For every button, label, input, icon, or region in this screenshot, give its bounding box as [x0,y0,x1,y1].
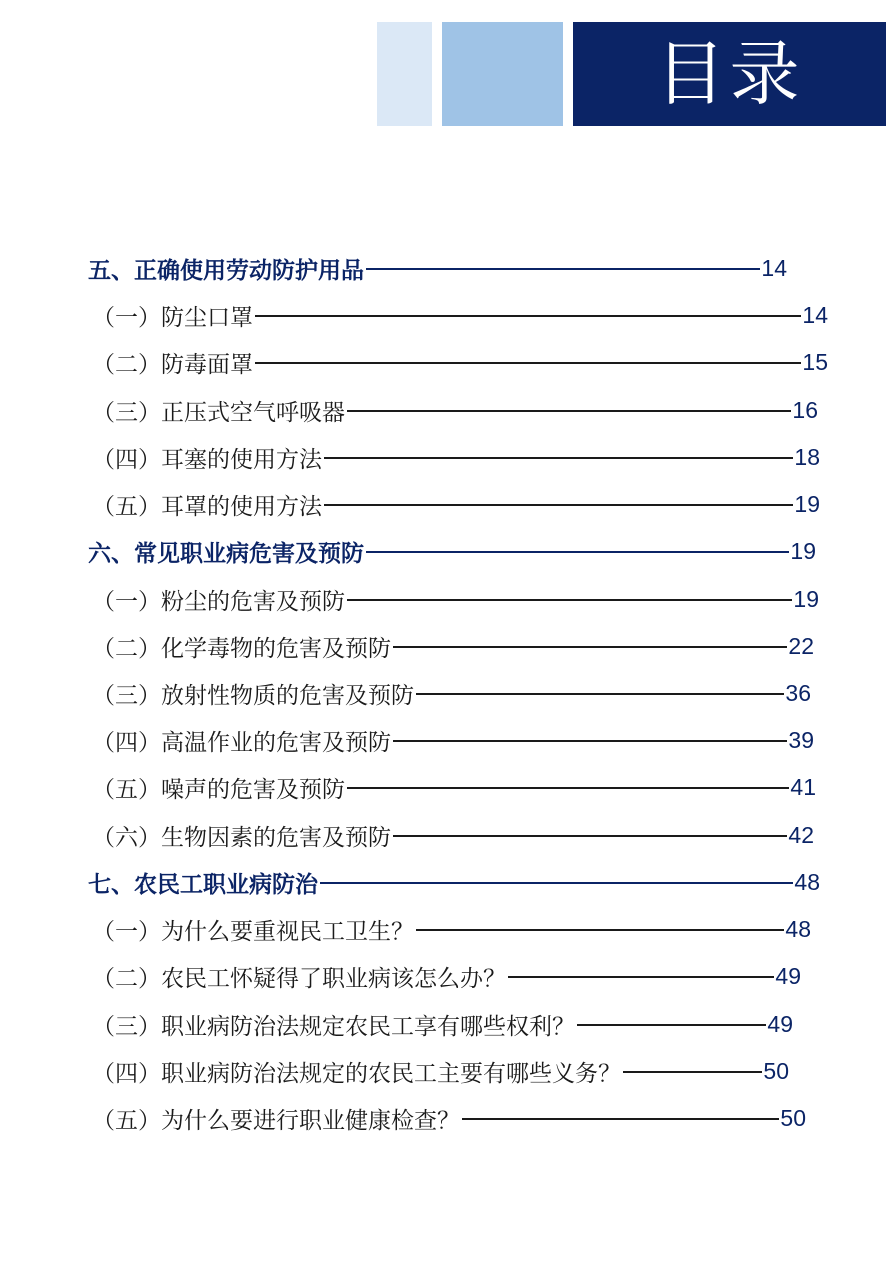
toc-entry[interactable] [92,1004,793,1044]
toc-page-number: 19 [794,490,820,517]
toc-section-5[interactable] [88,248,787,288]
toc-entry[interactable] [92,956,801,996]
toc-entry[interactable] [92,720,814,760]
toc-page-number: 15 [802,348,828,375]
toc-leader-line [508,976,774,978]
toc-leader-line [623,1071,762,1073]
toc-entry-label: （四）高温作业的危害及预防 [92,729,391,756]
toc-entry-label: （二）防毒面罩 [92,351,253,378]
toc-leader-line [347,599,792,601]
toc-page-number: 42 [788,821,814,848]
toc-leader-line [320,882,793,884]
toc-page-number: 48 [785,915,811,942]
toc-entry-label: （二）化学毒物的危害及预防 [92,635,391,662]
toc-entry-label: （四）职业病防治法规定的农民工主要有哪些义务？ [92,1060,621,1087]
toc-entry[interactable] [92,1051,789,1091]
toc-page-number: 16 [792,396,818,423]
toc-entry[interactable] [92,815,814,855]
toc-entry[interactable] [92,342,828,382]
toc-entry-label: （四）耳塞的使用方法 [92,446,322,473]
toc-page-number: 39 [788,726,814,753]
toc-page-number: 14 [802,301,828,328]
toc-entry[interactable] [92,437,820,477]
toc-section-6[interactable] [88,531,816,571]
toc-leader-line [366,268,760,270]
toc-entry-label: （五）耳罩的使用方法 [92,493,322,520]
toc-entry-label: （三）放射性物质的危害及预防 [92,682,414,709]
toc-leader-line [393,835,787,837]
toc-entry-label: （六）生物因素的危害及预防 [92,824,391,851]
toc-leader-line [324,504,793,506]
toc-leader-line [393,646,787,648]
toc-leader-line [324,457,793,459]
toc-entry-label: （五）为什么要进行职业健康检查？ [92,1107,460,1134]
toc-entry-label: 六、常见职业病危害及预防 [88,539,364,567]
toc-page-number: 22 [788,632,814,659]
toc-entry-label: 七、农民工职业病防治 [88,870,318,898]
toc-page-number: 50 [780,1104,806,1131]
toc-leader-line [416,929,784,931]
toc-page-number: 41 [790,773,816,800]
toc-leader-line [366,551,789,553]
toc-page-number: 49 [767,1010,793,1037]
toc-leader-line [416,693,784,695]
toc-page-number: 18 [794,443,820,470]
toc-entry-label: （三）正压式空气呼吸器 [92,399,345,426]
toc-page-number: 14 [761,254,787,281]
toc-entry[interactable] [92,673,811,713]
toc-page-number: 50 [763,1057,789,1084]
toc-entry-label: （二）农民工怀疑得了职业病该怎么办？ [92,965,506,992]
toc-leader-line [347,410,791,412]
toc-entry[interactable] [92,767,816,807]
toc-entry[interactable] [92,909,811,949]
toc-leader-line [255,362,801,364]
toc-entry-label: （三）职业病防治法规定农民工享有哪些权利？ [92,1013,575,1040]
toc-leader-line [255,315,801,317]
toc-entry[interactable] [92,579,819,619]
toc-entry[interactable] [92,1098,806,1138]
toc-page-number: 49 [775,962,801,989]
toc-entry-label: （一）为什么要重视民工卫生？ [92,918,414,945]
toc-page-number: 36 [785,679,811,706]
toc-leader-line [393,740,787,742]
toc-leader-line [577,1024,766,1026]
toc-entry-label: （一）粉尘的危害及预防 [92,588,345,615]
toc-entry[interactable] [92,626,814,666]
toc-entry-label: 五、正确使用劳动防护用品 [88,256,364,284]
toc-leader-line [462,1118,779,1120]
toc-page-number: 19 [790,537,816,564]
toc-leader-line [347,787,789,789]
toc-page-number: 19 [793,585,819,612]
toc-entry[interactable] [92,295,828,335]
toc-entry-label: （五）噪声的危害及预防 [92,776,345,803]
toc-entry-label: （一）防尘口罩 [92,304,253,331]
toc-entry[interactable] [92,484,820,524]
page-title: 目录 [655,33,804,115]
toc-entry[interactable] [92,390,818,430]
toc-section-7[interactable] [88,862,820,902]
toc-page-number: 48 [794,868,820,895]
